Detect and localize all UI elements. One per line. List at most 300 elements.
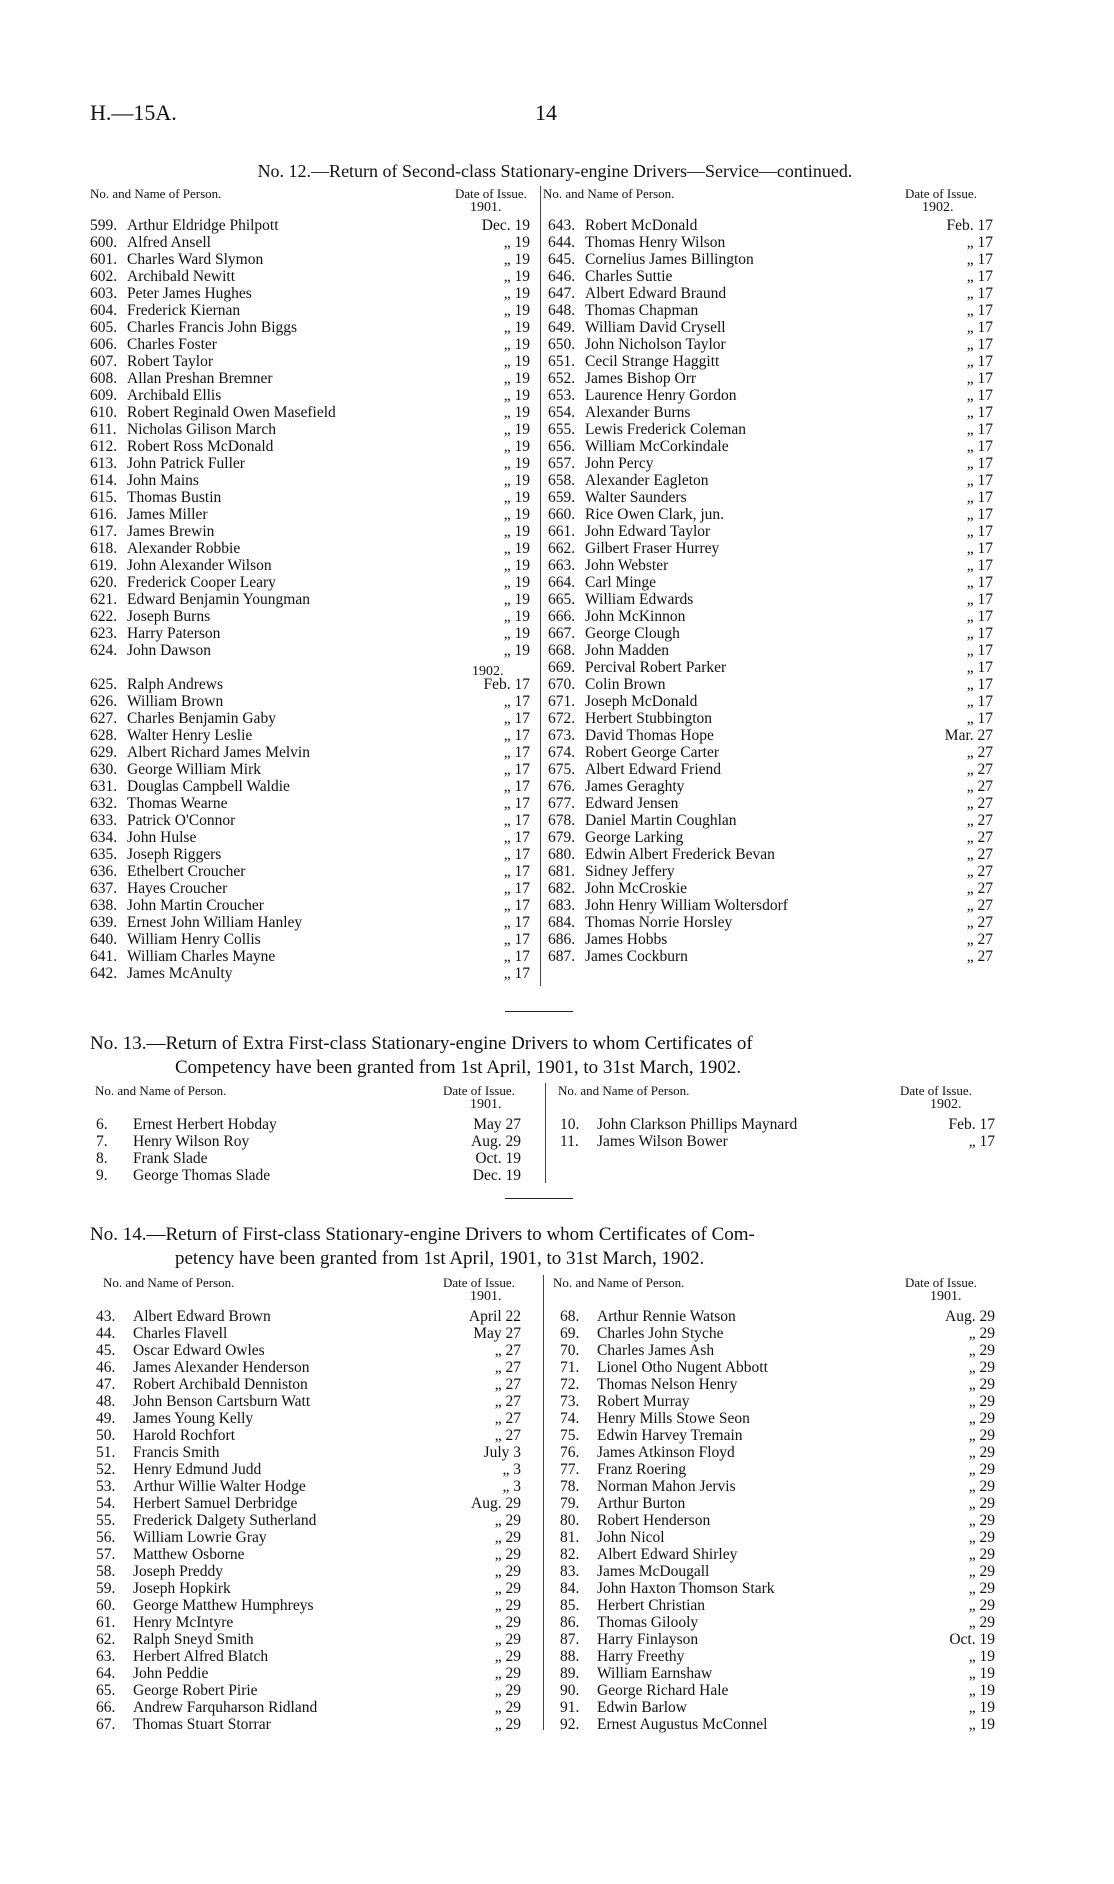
list-item xyxy=(96,1614,521,1631)
issue-date: „ 19 xyxy=(968,1716,995,1733)
list-item xyxy=(548,642,993,659)
issue-date: „ 29 xyxy=(968,1393,995,1410)
person-name: William Earnshaw xyxy=(597,1665,713,1682)
entry-number: 54. xyxy=(96,1495,116,1512)
entry-number: 675. xyxy=(548,761,576,778)
s13-left-col xyxy=(96,1116,521,1184)
s12-year-right: 1902. xyxy=(922,200,954,215)
person-name: Sidney Jeffery xyxy=(585,863,675,880)
issue-date: „ 17 xyxy=(966,676,993,693)
issue-date: Aug. 29 xyxy=(471,1133,521,1150)
issue-date: „ 19 xyxy=(503,523,530,540)
entry-number: 662. xyxy=(548,540,576,557)
person-name: George Matthew Humphreys xyxy=(133,1597,314,1614)
issue-date: „ 27 xyxy=(966,880,993,897)
person-name: William Lowrie Gray xyxy=(133,1529,267,1546)
entry-number: 604. xyxy=(90,302,118,319)
entry-number: 44. xyxy=(96,1325,116,1342)
person-name: John Nicol xyxy=(597,1529,665,1546)
list-item xyxy=(90,591,530,608)
s12-col-date-right: Date of Issue. xyxy=(905,186,977,201)
entry-number: 620. xyxy=(90,574,118,591)
s14-title-1: No. 14.—Return of First-class Stationary-engine Drivers to whom Certificates of Com- xyxy=(90,1224,755,1245)
entry-number: 687. xyxy=(548,948,576,965)
person-name: Allan Preshan Bremner xyxy=(127,370,273,387)
entry-number: 624. xyxy=(90,642,118,659)
issue-date: „ 17 xyxy=(503,914,530,931)
person-name: Archibald Ellis xyxy=(127,387,222,404)
list-item xyxy=(548,387,993,404)
issue-date: „ 17 xyxy=(968,1133,995,1150)
person-name: John Madden xyxy=(585,642,669,659)
entry-number: 84. xyxy=(560,1580,580,1597)
issue-date: „ 17 xyxy=(966,353,993,370)
issue-date: „ 29 xyxy=(968,1325,995,1342)
list-item xyxy=(90,676,530,693)
person-name: John Edward Taylor xyxy=(585,523,711,540)
person-name: Carl Minge xyxy=(585,574,657,591)
list-item xyxy=(548,778,993,795)
list-item xyxy=(560,1342,995,1359)
person-name: Robert Ross McDonald xyxy=(127,438,274,455)
s13-right-col xyxy=(560,1116,995,1150)
list-item xyxy=(96,1648,521,1665)
person-name: William Henry Collis xyxy=(127,931,261,948)
issue-date: „ 19 xyxy=(503,489,530,506)
entry-number: 663. xyxy=(548,557,576,574)
person-name: Thomas Chapman xyxy=(585,302,699,319)
list-item xyxy=(560,1614,995,1631)
entry-number: 11. xyxy=(560,1133,579,1150)
entry-number: 648. xyxy=(548,302,576,319)
issue-date: „ 17 xyxy=(966,574,993,591)
issue-date: „ 29 xyxy=(494,1631,521,1648)
list-item xyxy=(96,1665,521,1682)
person-name: Alfred Ansell xyxy=(127,234,211,251)
list-item xyxy=(90,489,530,506)
person-name: Douglas Campbell Waldie xyxy=(127,778,290,795)
person-name: David Thomas Hope xyxy=(585,727,714,744)
issue-date: „ 17 xyxy=(966,336,993,353)
issue-date: „ 29 xyxy=(968,1529,995,1546)
issue-date: „ 17 xyxy=(966,557,993,574)
issue-date: „ 17 xyxy=(966,268,993,285)
entry-number: 628. xyxy=(90,727,118,744)
person-name: William David Crysell xyxy=(585,319,726,336)
list-item xyxy=(548,659,993,676)
list-item xyxy=(90,625,530,642)
entry-number: 659. xyxy=(548,489,576,506)
person-name: Albert Richard James Melvin xyxy=(127,744,310,761)
issue-date: „ 17 xyxy=(503,812,530,829)
person-name: Henry Mills Stowe Seon xyxy=(597,1410,750,1427)
person-name: Edwin Albert Frederick Bevan xyxy=(585,846,775,863)
entry-number: 612. xyxy=(90,438,118,455)
entry-number: 653. xyxy=(548,387,576,404)
issue-date: „ 27 xyxy=(966,829,993,846)
list-item xyxy=(96,1716,521,1733)
person-name: James Miller xyxy=(127,506,208,523)
entry-number: 603. xyxy=(90,285,118,302)
issue-date: „ 27 xyxy=(966,795,993,812)
person-name: James McDougall xyxy=(597,1563,710,1580)
entry-number: 77. xyxy=(560,1461,580,1478)
entry-number: 617. xyxy=(90,523,118,540)
list-item xyxy=(90,608,530,625)
person-name: Ralph Sneyd Smith xyxy=(133,1631,254,1648)
entry-number: 610. xyxy=(90,404,118,421)
s14-col-date-right: Date of Issue. xyxy=(905,1275,977,1290)
entry-number: 650. xyxy=(548,336,576,353)
person-name: Henry McIntyre xyxy=(133,1614,234,1631)
entry-number: 666. xyxy=(548,608,576,625)
issue-date: „ 29 xyxy=(968,1580,995,1597)
list-item xyxy=(90,948,530,965)
list-item xyxy=(548,744,993,761)
person-name: Albert Edward Friend xyxy=(585,761,722,778)
list-item xyxy=(560,1427,995,1444)
entry-number: 613. xyxy=(90,455,118,472)
issue-date: Feb. 17 xyxy=(946,217,993,234)
person-name: Robert Murray xyxy=(597,1393,690,1410)
issue-date: „ 19 xyxy=(968,1665,995,1682)
s14-left-col xyxy=(96,1308,521,1733)
entry-number: 48. xyxy=(96,1393,116,1410)
person-name: Thomas Henry Wilson xyxy=(585,234,726,251)
issue-date: „ 29 xyxy=(494,1716,521,1733)
person-name: Lewis Frederick Coleman xyxy=(585,421,746,438)
entry-number: 83. xyxy=(560,1563,580,1580)
person-name: Archibald Newitt xyxy=(127,268,236,285)
entry-number: 641. xyxy=(90,948,118,965)
list-item xyxy=(96,1546,521,1563)
list-item xyxy=(90,268,530,285)
issue-date: „ 29 xyxy=(968,1376,995,1393)
person-name: Walter Saunders xyxy=(585,489,687,506)
s13-col-name-right: No. and Name of Person. xyxy=(558,1083,690,1098)
person-name: Robert McDonald xyxy=(585,217,698,234)
entry-number: 679. xyxy=(548,829,576,846)
entry-number: 67. xyxy=(96,1716,116,1733)
list-item xyxy=(560,1444,995,1461)
issue-date: „ 29 xyxy=(494,1665,521,1682)
list-item xyxy=(96,1308,521,1325)
person-name: John Patrick Fuller xyxy=(127,455,245,472)
entry-number: 50. xyxy=(96,1427,116,1444)
issue-date: „ 19 xyxy=(503,251,530,268)
list-item xyxy=(560,1461,995,1478)
s13-year-right: 1902. xyxy=(930,1097,962,1112)
person-name: Robert George Carter xyxy=(585,744,719,761)
entry-number: 614. xyxy=(90,472,118,489)
list-item xyxy=(548,302,993,319)
person-name: George Thomas Slade xyxy=(133,1167,271,1184)
entry-number: 57. xyxy=(96,1546,116,1563)
list-item xyxy=(548,404,993,421)
list-item xyxy=(560,1597,995,1614)
issue-date: „ 19 xyxy=(503,268,530,285)
entry-number: 668. xyxy=(548,642,576,659)
list-item xyxy=(548,948,993,965)
entry-number: 649. xyxy=(548,319,576,336)
person-name: Thomas Stuart Storrar xyxy=(133,1716,271,1733)
person-name: Charles James Ash xyxy=(597,1342,715,1359)
issue-date: „ 19 xyxy=(503,234,530,251)
issue-date: „ 17 xyxy=(966,387,993,404)
entry-number: 626. xyxy=(90,693,118,710)
issue-date: „ 17 xyxy=(503,846,530,863)
entry-number: 680. xyxy=(548,846,576,863)
person-name: John Mains xyxy=(127,472,199,489)
entry-number: 678. xyxy=(548,812,576,829)
entry-number: 681. xyxy=(548,863,576,880)
issue-date: „ 29 xyxy=(494,1563,521,1580)
list-item xyxy=(90,931,530,948)
person-name: Walter Henry Leslie xyxy=(127,727,253,744)
entry-number: 609. xyxy=(90,387,118,404)
entry-number: 686. xyxy=(548,931,576,948)
person-name: Charles Flavell xyxy=(133,1325,228,1342)
entry-number: 643. xyxy=(548,217,576,234)
issue-date: „ 19 xyxy=(503,455,530,472)
issue-date: „ 17 xyxy=(966,591,993,608)
entry-number: 51. xyxy=(96,1444,116,1461)
list-item xyxy=(560,1529,995,1546)
list-item xyxy=(90,642,530,659)
person-name: Alexander Burns xyxy=(585,404,691,421)
list-item xyxy=(96,1478,521,1495)
person-name: John McKinnon xyxy=(585,608,686,625)
list-item xyxy=(96,1495,521,1512)
list-item xyxy=(90,795,530,812)
list-item xyxy=(548,574,993,591)
list-item xyxy=(90,370,530,387)
entry-number: 636. xyxy=(90,863,118,880)
person-name: Gilbert Fraser Hurrey xyxy=(585,540,720,557)
issue-date: „ 27 xyxy=(966,778,993,795)
entry-number: 89. xyxy=(560,1665,580,1682)
list-item xyxy=(96,1167,521,1184)
person-name: Harry Paterson xyxy=(127,625,221,642)
list-item xyxy=(560,1580,995,1597)
entry-number: 70. xyxy=(560,1342,580,1359)
issue-date: „ 19 xyxy=(968,1648,995,1665)
person-name: Thomas Norrie Horsley xyxy=(585,914,733,931)
list-item xyxy=(560,1410,995,1427)
list-item xyxy=(548,336,993,353)
person-name: Harry Freethy xyxy=(597,1648,685,1665)
person-name: Charles Francis John Biggs xyxy=(127,319,298,336)
list-item xyxy=(548,217,993,234)
entry-number: 676. xyxy=(548,778,576,795)
issue-date: Aug. 29 xyxy=(945,1308,995,1325)
list-item xyxy=(560,1631,995,1648)
person-name: John McCroskie xyxy=(585,880,688,897)
issue-date: „ 17 xyxy=(503,863,530,880)
issue-date: „ 19 xyxy=(968,1699,995,1716)
person-name: Robert Taylor xyxy=(127,353,214,370)
list-item xyxy=(90,438,530,455)
list-item xyxy=(90,285,530,302)
entry-number: 667. xyxy=(548,625,576,642)
issue-date: „ 27 xyxy=(966,761,993,778)
person-name: Robert Archibald Denniston xyxy=(133,1376,308,1393)
list-item xyxy=(96,1461,521,1478)
issue-date: „ 29 xyxy=(968,1342,995,1359)
person-name: Harry Finlayson xyxy=(597,1631,699,1648)
s12-year-left: 1901. xyxy=(470,200,502,215)
list-item xyxy=(90,812,530,829)
entry-number: 684. xyxy=(548,914,576,931)
issue-date: „ 27 xyxy=(966,744,993,761)
s12-col-name-left: No. and Name of Person. xyxy=(90,186,222,201)
page-number: 14 xyxy=(535,100,557,125)
person-name: James Hobbs xyxy=(585,931,668,948)
person-name: Percival Robert Parker xyxy=(585,659,727,676)
issue-date: „ 19 xyxy=(968,1682,995,1699)
issue-date: „ 27 xyxy=(966,863,993,880)
list-item xyxy=(90,404,530,421)
list-item xyxy=(96,1410,521,1427)
issue-date: „ 19 xyxy=(503,370,530,387)
list-item xyxy=(96,1150,521,1167)
issue-date: „ 17 xyxy=(966,251,993,268)
person-name: Rice Owen Clark, jun. xyxy=(585,506,725,523)
list-item xyxy=(560,1495,995,1512)
person-name: Norman Mahon Jervis xyxy=(597,1478,736,1495)
entry-number: 7. xyxy=(96,1133,108,1150)
person-name: Charles Ward Slymon xyxy=(127,251,264,268)
entry-number: 644. xyxy=(548,234,576,251)
issue-date: „ 17 xyxy=(966,489,993,506)
issue-date: „ 19 xyxy=(503,387,530,404)
person-name: Alexander Robbie xyxy=(127,540,241,557)
person-name: Arthur Rennie Watson xyxy=(597,1308,736,1325)
person-name: Robert Henderson xyxy=(597,1512,711,1529)
list-item xyxy=(548,812,993,829)
entry-number: 63. xyxy=(96,1648,116,1665)
entry-number: 64. xyxy=(96,1665,116,1682)
list-item xyxy=(560,1308,995,1325)
person-name: Edward Benjamin Youngman xyxy=(127,591,310,608)
person-name: Ernest John William Hanley xyxy=(127,914,303,931)
person-name: Ernest Augustus McConnel xyxy=(597,1716,768,1733)
list-item xyxy=(548,693,993,710)
issue-date: „ 17 xyxy=(503,965,530,982)
list-item xyxy=(90,353,530,370)
list-item xyxy=(90,455,530,472)
list-item xyxy=(548,421,993,438)
list-item xyxy=(548,846,993,863)
list-item xyxy=(560,1325,995,1342)
s12-col-date-left: Date of Issue. xyxy=(455,186,527,201)
issue-date: „ 27 xyxy=(494,1376,521,1393)
list-item xyxy=(548,523,993,540)
entry-number: 658. xyxy=(548,472,576,489)
entry-number: 652. xyxy=(548,370,576,387)
entry-number: 61. xyxy=(96,1614,116,1631)
list-item xyxy=(548,880,993,897)
entry-number: 65. xyxy=(96,1682,116,1699)
list-item xyxy=(548,710,993,727)
person-name: Harold Rochfort xyxy=(133,1427,236,1444)
list-item xyxy=(96,1529,521,1546)
entry-number: 672. xyxy=(548,710,576,727)
entry-number: 669. xyxy=(548,659,576,676)
list-item xyxy=(90,336,530,353)
entry-number: 619. xyxy=(90,557,118,574)
person-name: John Benson Cartsburn Watt xyxy=(133,1393,311,1410)
person-name: Joseph McDonald xyxy=(585,693,698,710)
person-name: Oscar Edward Owles xyxy=(133,1342,265,1359)
list-item xyxy=(548,897,993,914)
list-item xyxy=(548,676,993,693)
list-item xyxy=(90,251,530,268)
entry-number: 631. xyxy=(90,778,118,795)
person-name: William McCorkindale xyxy=(585,438,729,455)
issue-date: „ 27 xyxy=(966,846,993,863)
s13-col-date-left: Date of Issue. xyxy=(443,1083,515,1098)
entry-number: 60. xyxy=(96,1597,116,1614)
s13-col-name-left: No. and Name of Person. xyxy=(95,1083,227,1098)
issue-date: Dec. 19 xyxy=(481,217,530,234)
list-item xyxy=(548,234,993,251)
entry-number: 623. xyxy=(90,625,118,642)
list-item xyxy=(96,1325,521,1342)
entry-number: 639. xyxy=(90,914,118,931)
rule-1 xyxy=(505,1011,573,1012)
s14-year-left: 1901. xyxy=(470,1289,502,1304)
person-name: Charles Suttie xyxy=(585,268,673,285)
person-name: Franz Roering xyxy=(597,1461,687,1478)
s14-col-name-left: No. and Name of Person. xyxy=(103,1275,235,1290)
person-name: William Brown xyxy=(127,693,224,710)
list-item xyxy=(548,761,993,778)
issue-date: „ 27 xyxy=(494,1393,521,1410)
entry-number: 76. xyxy=(560,1444,580,1461)
entry-number: 630. xyxy=(90,761,118,778)
entry-number: 671. xyxy=(548,693,576,710)
list-item xyxy=(96,1133,521,1150)
issue-date: „ 17 xyxy=(966,472,993,489)
entry-number: 661. xyxy=(548,523,576,540)
rule-2 xyxy=(505,1198,573,1199)
person-name: Frederick Dalgety Sutherland xyxy=(133,1512,317,1529)
issue-date: „ 17 xyxy=(966,625,993,642)
person-name: Thomas Bustin xyxy=(127,489,222,506)
issue-date: Oct. 19 xyxy=(949,1631,995,1648)
issue-date: „ 3 xyxy=(502,1478,521,1495)
list-item xyxy=(548,489,993,506)
list-item xyxy=(90,863,530,880)
entry-number: 611. xyxy=(90,421,117,438)
list-item xyxy=(560,1116,995,1133)
person-name: Peter James Hughes xyxy=(127,285,252,302)
issue-date: „ 17 xyxy=(503,744,530,761)
list-item xyxy=(548,625,993,642)
s12-col-name-right: No. and Name of Person. xyxy=(543,186,675,201)
list-item xyxy=(96,1444,521,1461)
person-name: Ernest Herbert Hobday xyxy=(133,1116,277,1133)
list-item xyxy=(90,761,530,778)
issue-date: Feb. 17 xyxy=(948,1116,995,1133)
list-item xyxy=(96,1631,521,1648)
issue-date: „ 19 xyxy=(503,506,530,523)
list-item xyxy=(560,1546,995,1563)
issue-date: „ 17 xyxy=(966,302,993,319)
issue-date: „ 17 xyxy=(503,897,530,914)
issue-date: „ 29 xyxy=(968,1444,995,1461)
